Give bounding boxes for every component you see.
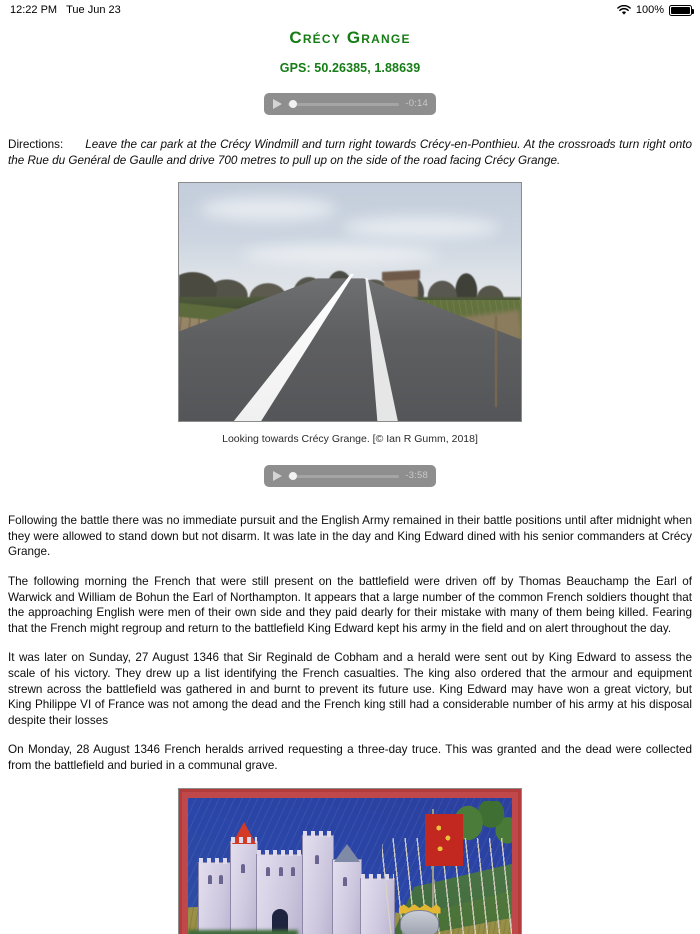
status-bar-right <box>617 4 692 16</box>
directions-paragraph <box>8 137 692 168</box>
castle-grey-roof <box>334 844 360 862</box>
body-paragraph-1: Following the battle there was no immediate pursuit and the English Army remained in their battle positions until after midnight when they were allowed to stand down but not disarm. It was late in the day and King Edward dined with his senior commanders at Crécy Grange. <box>8 514 692 559</box>
audio-time-remaining: -0:14 <box>405 98 428 109</box>
directions-label: Directions: <box>8 138 64 151</box>
manuscript-image <box>178 788 522 934</box>
photo-cloud <box>343 217 500 238</box>
audio-time-remaining: -3:58 <box>405 470 428 482</box>
body-paragraph-3: It was later on Sunday, 27 August 1346 that Sir Reginald de Cobham and a herald were sent out by King Edward to assess the scale of his victory. They drew up a list identifying the French casualties. The king also ordered that the armour and equipment strewn across the battlefield was gathered in and burnt to prevent its future use. King Edward may have won a great victory, but King Philippe VI of France was not among the dead and the French king still had a considerable number of his army at his disposal despite their losses <box>8 651 692 727</box>
castle-tower <box>198 862 234 934</box>
play-icon[interactable] <box>273 471 282 481</box>
page-title: Crécy Grange <box>289 28 411 47</box>
status-bar <box>0 0 700 20</box>
content-area <box>0 137 700 934</box>
figure-caption: Looking towards Crécy Grange. [© Ian R Gumm, 2018] <box>222 433 478 446</box>
manuscript-castle <box>198 820 399 934</box>
scrubber-knob[interactable] <box>289 472 297 480</box>
gps-coordinates: GPS: 50.26385, 1.88639 <box>279 61 421 75</box>
manuscript-art <box>188 798 512 934</box>
manuscript-king-figure <box>395 904 450 934</box>
scrubber-track <box>288 475 399 478</box>
wifi-icon <box>617 5 631 16</box>
battery-fill <box>671 7 690 14</box>
battery-percent-label: 100% <box>635 4 664 16</box>
road-photo-art <box>179 183 521 421</box>
body-paragraph-2: The following morning the French that were still present on the battlefield were driven off by Thomas Beauchamp the Earl of Warwick and William de Bohun the Earl of Northampton. It appears that a large number of the common French soldiers thought that the approaching English were men of their own side and they paid dearly for their mistake with many of them being killed. Fearing that the French might regroup and return to the battlefield King Edward kept his army in the field and on alert throughout the day. <box>8 574 692 635</box>
audio-scrubber-1[interactable] <box>288 98 399 110</box>
audio-player-2-wrap <box>8 465 692 487</box>
castle-tower <box>302 835 334 934</box>
directions-text: Leave the car park at the Crécy Windmill and turn right towards Crécy-en-Ponthieu. At the crossroads turn right onto the Rue du Genéral de Gaulle and drive 700 metres to pull up on the side of the road facing Crécy Grange. <box>8 138 692 167</box>
play-icon[interactable] <box>273 99 282 109</box>
king-helm <box>400 910 440 934</box>
status-bar-left <box>10 4 121 16</box>
castle-tower-red-roof <box>230 841 258 934</box>
manuscript-foreground-grass <box>188 930 298 934</box>
battery-full-icon <box>669 5 692 16</box>
castle-tower-grey-roof <box>332 859 362 934</box>
castle-keep <box>256 854 304 934</box>
figure-manuscript-illumination <box>8 788 692 934</box>
manuscript-royal-banner <box>425 814 463 866</box>
audio-player-2[interactable] <box>264 465 436 487</box>
photo-fence-post <box>495 316 497 406</box>
audio-player-1[interactable] <box>264 93 436 115</box>
scrubber-track <box>288 103 399 106</box>
audio-player-1-wrap <box>0 93 700 115</box>
scrubber-knob[interactable] <box>289 100 297 108</box>
figure-road-photo <box>8 182 692 445</box>
status-date: Tue Jun 23 <box>66 4 121 16</box>
audio-scrubber-2[interactable] <box>288 470 399 482</box>
status-time: 12:22 PM <box>10 4 58 16</box>
body-paragraph-4: On Monday, 28 August 1346 French heralds arrived requesting a three-day truce. This was granted and the dead were collected from the battlefield and buried in a communal grave. <box>8 743 692 772</box>
road-photo <box>178 182 522 422</box>
